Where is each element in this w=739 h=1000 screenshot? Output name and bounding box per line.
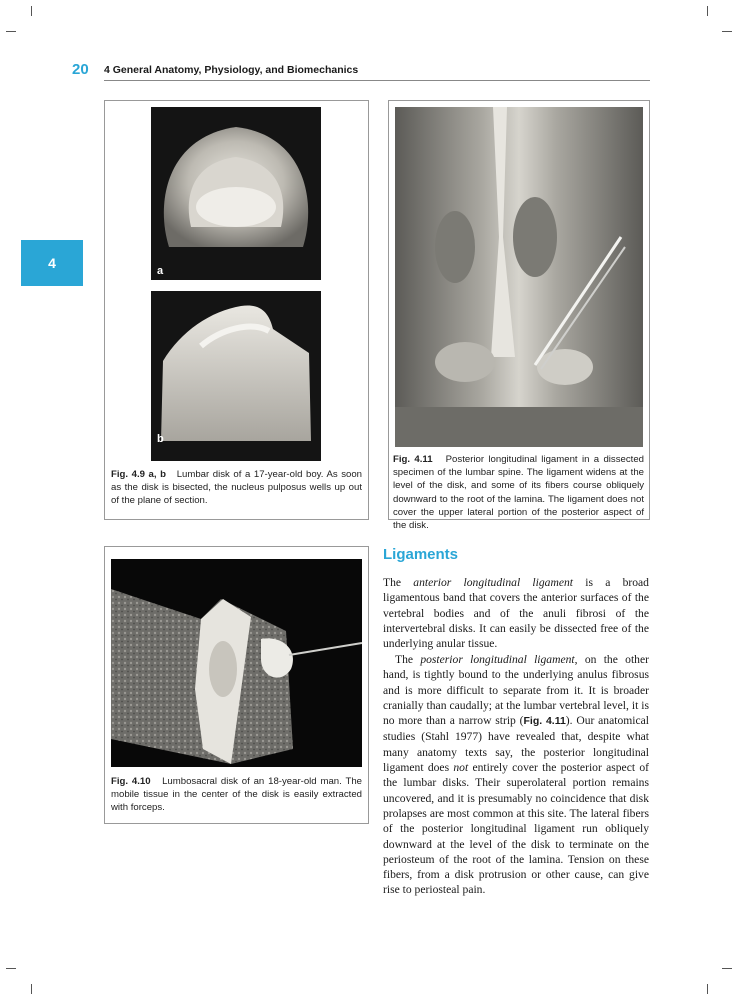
running-head: 4 General Anatomy, Physiology, and Biomechanics: [104, 64, 359, 76]
caption-text: Lumbosacral disk of an 18-year-old man. The mobile tissue in the center of the disk is easily extracted with forceps.: [111, 776, 362, 814]
crop-mark: [722, 31, 732, 32]
chapter-tab: 4: [21, 240, 83, 286]
fig-4-11-caption: [393, 453, 644, 532]
caption-text: Posterior longitudinal ligament in a dissected specimen of the lumbar spine. The ligament widens at the level of the disk, and some of its fibers course obliquely downward to the root of the lamina. The ligament does not cover the upper lateral portion of the posterior aspect of the disk.: [393, 454, 644, 532]
section-heading: Ligaments: [383, 546, 459, 563]
fig-4-9a-photo: [151, 107, 321, 280]
crop-mark: [31, 6, 32, 16]
crop-mark: [707, 6, 708, 16]
crop-mark: [6, 31, 16, 32]
text-run: The: [383, 576, 414, 589]
caption-label: Fig. 4.10: [111, 776, 151, 787]
crop-mark: [707, 984, 708, 994]
figure-4-11: [388, 100, 650, 532]
crop-mark: [6, 968, 16, 969]
text-run: The: [395, 653, 421, 666]
caption-label: Fig. 4.9 a, b: [111, 469, 166, 480]
emphasis-not: not: [453, 761, 469, 775]
header-rule: [104, 80, 650, 81]
caption-label: Fig. 4.11: [393, 454, 433, 465]
crop-mark: [722, 968, 732, 969]
figure-4-10: [104, 546, 369, 824]
text-run: , on the other hand, is tightly bound to the underlying anulus fibrosus and is more difficult to separate from it. It is broader cranially than caudally; at the lumbar vertebral level, it is no more than a narrow strip (: [383, 653, 649, 728]
text-run: ). Our anatomical studies (Stahl 1977) have revealed that, despite what many anatomy texts say, the posterior longitudinal ligament does: [383, 714, 649, 775]
paragraph-1: [383, 575, 649, 651]
page-number: 20: [72, 61, 89, 78]
paragraph-2: [383, 652, 649, 898]
fig-4-11-photo: [395, 107, 643, 447]
fig-4-10-caption: [111, 775, 362, 815]
term-anterior-longitudinal-ligament: anterior longitudinal ligament: [413, 576, 573, 589]
figure-reference: Fig. 4.11: [523, 715, 566, 728]
panel-label-a: a: [157, 265, 164, 277]
panel-label-b: b: [157, 433, 164, 445]
text-run: is a broad ligamentous band that covers the anterior surfaces of the vertebral bodies and of the anuli fibrosi of the intervertebral disks. It can easily be dissected free of the underlying anular tissue.: [383, 576, 649, 651]
term-posterior-longitudinal-ligament: posterior longitudinal ligament: [420, 653, 575, 666]
caption-text: Lumbar disk of a 17-year-old boy. As soon as the disk is bisected, the nucleus pulposus wells up out of the plane of section.: [111, 469, 363, 507]
fig-4-9b-photo: [151, 291, 321, 461]
crop-mark: [31, 984, 32, 994]
fig-4-10-photo: [111, 559, 362, 767]
fig-4-9-caption: [111, 468, 362, 508]
text-run: entirely cover the posterior aspect of the lumbar disks. Their superolateral portion remains uncovered, and it is presumably no coincidence that disk prolapses are most common at this site. The lateral fibers of the posterior longitudinal ligament run obliquely downward at the level of the disk to terminate on the periosteum of the root of the lamina. Tension on these fibers, from a disk protrusion or other cause, can give rise to periosteal pain.: [383, 761, 649, 897]
figure-4-9: [104, 100, 369, 520]
